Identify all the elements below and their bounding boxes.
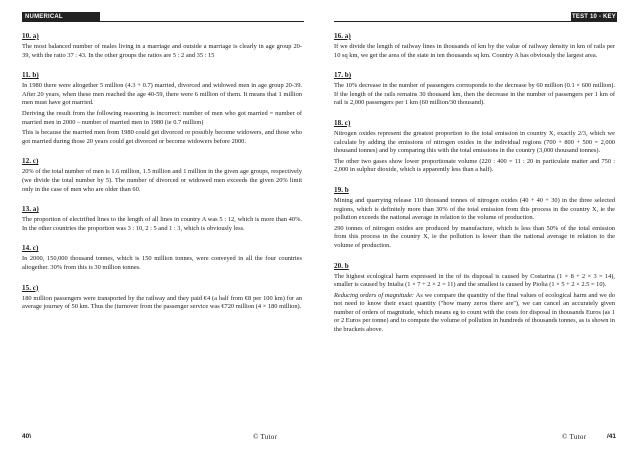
answer-section [334, 119, 615, 175]
answer-title: 19. b [334, 185, 349, 194]
answer-title: 13. a) [22, 205, 39, 214]
right-page [319, 0, 638, 453]
answer-paragraph: The 10% decrease in the number of passengers corresponds to the decrease by 60 million (0.1 × 600 million). If the length of the rails remains 30 thousand km, then the decrease in the number of passengers per 1 km of rail is 2,000 passengers per 1 km (60 million/30 thousand). [334, 82, 615, 107]
left-header-rule [22, 21, 304, 22]
answer-title: 20. b [334, 261, 349, 270]
left-content [22, 32, 302, 323]
right-header: TEST 10 - KEY [572, 14, 616, 20]
answer-title: 11. b) [22, 71, 39, 80]
left-page-number: 40\ [22, 433, 32, 440]
right-content [334, 32, 615, 346]
answer-paragraph: Mining and quarrying release 110 thousand tonnes of nitrogen oxides (40 + 40 + 30) in the three selected regions, which is definitely more than 30% of the total emission from this process in the country X, ie the pollution exceeds the national average in relation to the volume of production. [334, 196, 615, 222]
answer-paragraph: In 2000, 150,000 thousand tonnes, which is 150 million tonnes, were conveyed in all the four countries altogether. 30% from this is 30 million tonnes. [22, 255, 302, 271]
italic-lead: Reducing orders of magnitude: [334, 291, 415, 299]
answer-paragraph: 290 tonnes of nitrogen oxides are produced by manufacture, which is less than 50% of the total emission from this process in the country X, ie the pollution is lower than the national average in relation to the volume of production. [334, 224, 615, 249]
answer-section [334, 32, 615, 60]
answer-paragraph: Deriving the result from the following reasoning is incorrect: number of men who got married = number of married men in 2000 – number of married men in 1980 (ie 0.7 million) [22, 109, 302, 126]
answer-paragraph: The proportion of electrified lines to the length of all lines in country A was 5 : 12, which is more than 40%. In the other countries the proportion was 3 : 10, 2 : 5 and 1 : 3, which is obviously less. [22, 216, 302, 232]
answer-section [22, 157, 302, 194]
left-header: NUMERICAL REASONING [22, 12, 100, 22]
answer-title: 14. c) [22, 244, 39, 253]
answer-section [22, 32, 302, 60]
answer-section [22, 244, 302, 272]
answer-paragraph: 180 million passengers were transported by the railway and they paid €4 (a half from €8 per 100 km) for an average journey of 50 km. Thus the (turnover from the passenger service was €720 million (4 × 180 million). [22, 294, 302, 311]
left-brand: © Tutor [253, 433, 278, 441]
answer-paragraph-italic [334, 292, 615, 335]
right-brand: © Tutor [562, 433, 587, 441]
answer-section [22, 284, 302, 312]
answer-paragraph: 20% of the total number of men is 1.6 million, 1.5 million and 1 million in the given age groups, respectively (we divide the total number by 5). The number of divorced or widowed men exceeds the given 20% limit only in the case of men who are older than 60. [22, 168, 302, 193]
right-header-rule [334, 21, 617, 22]
answer-section [334, 186, 615, 251]
answer-paragraph: The highest ecological harm expressed in the of its disposal is caused by Costarina (1 × 8 + 2 × 3 = 14), smaller is caused by Intalia (1 × 7 + 2 × 2 = 11) and the smallest is caused by Piolia (1 × 5 + 2 × 2.5 = 10). [334, 272, 615, 289]
answer-section [22, 205, 302, 233]
answer-title: 17. b) [334, 71, 352, 80]
answer-paragraph: Nitrogen oxides represent the greatest proportion to the total emission in country X, exactly 2/3, which we calculate by adding the emissions of nitrogen oxides in the individual regions (700 + 800 + 500 = 2,000 thousand tonnes) and by comparing this with the total emissions in the country (3,000 thousand tonnes). [334, 129, 615, 155]
answer-section [22, 71, 302, 146]
answer-title: 10. a) [22, 32, 39, 40]
answer-title: 18. c) [334, 118, 351, 127]
answer-section [334, 71, 615, 108]
answer-paragraph: In 1980 there were altogether 5 million (4.3 + 0.7) married, divorced and widowed men in age group 20-39. After 20 years, when these men reached the age 40-59, there were 6 million of them. It means that 1 million men must have got married. [22, 82, 302, 107]
answer-title: 16. a) [334, 32, 351, 40]
answer-paragraph: The other two gases show lower proportionate volume (220 : 400 = 11 : 20 in particulate matter and 750 : 2,000 in sulphur dioxide, which is apparently less than a half). [334, 157, 615, 174]
answer-title: 12. c) [22, 157, 39, 166]
answer-title: 15. c) [22, 283, 39, 292]
right-page-number: /41 [606, 433, 616, 440]
italic-rest: As we compare the quantity of the final values of ecological harm and we do not need to know their exact quantity ("how many zeros there are"), we can cancel an accurately given number of orders of magnitude, which means eg to count with the costs for disposal in thousands Euros (as 1 or 2 Euros per tonne) and to compute the volume of pollution in hundreds of thousands tonnes, as is shown in the brackets above. [334, 291, 615, 334]
answer-paragraph: This is because the married men from 1980 could get divorced or possibly become widowers, and those who got married during those 20 years could get divorced or become widowers before 2000. [22, 129, 302, 145]
answer-paragraph: If we divide the length of railway lines in thousands of km by the value of railway density in km of rails per 10 sq km, we get the area of the state in ten thousands sq km. Country A has obviously the largest area. [334, 43, 615, 59]
answer-paragraph: The most balanced number of males living in a marriage and outside a marriage is clearly in age group 20-39, with the ratio 37 : 43. In the other groups the ratios are 5 : 2 and 35 : 15 [22, 43, 302, 59]
answer-section [334, 262, 615, 335]
